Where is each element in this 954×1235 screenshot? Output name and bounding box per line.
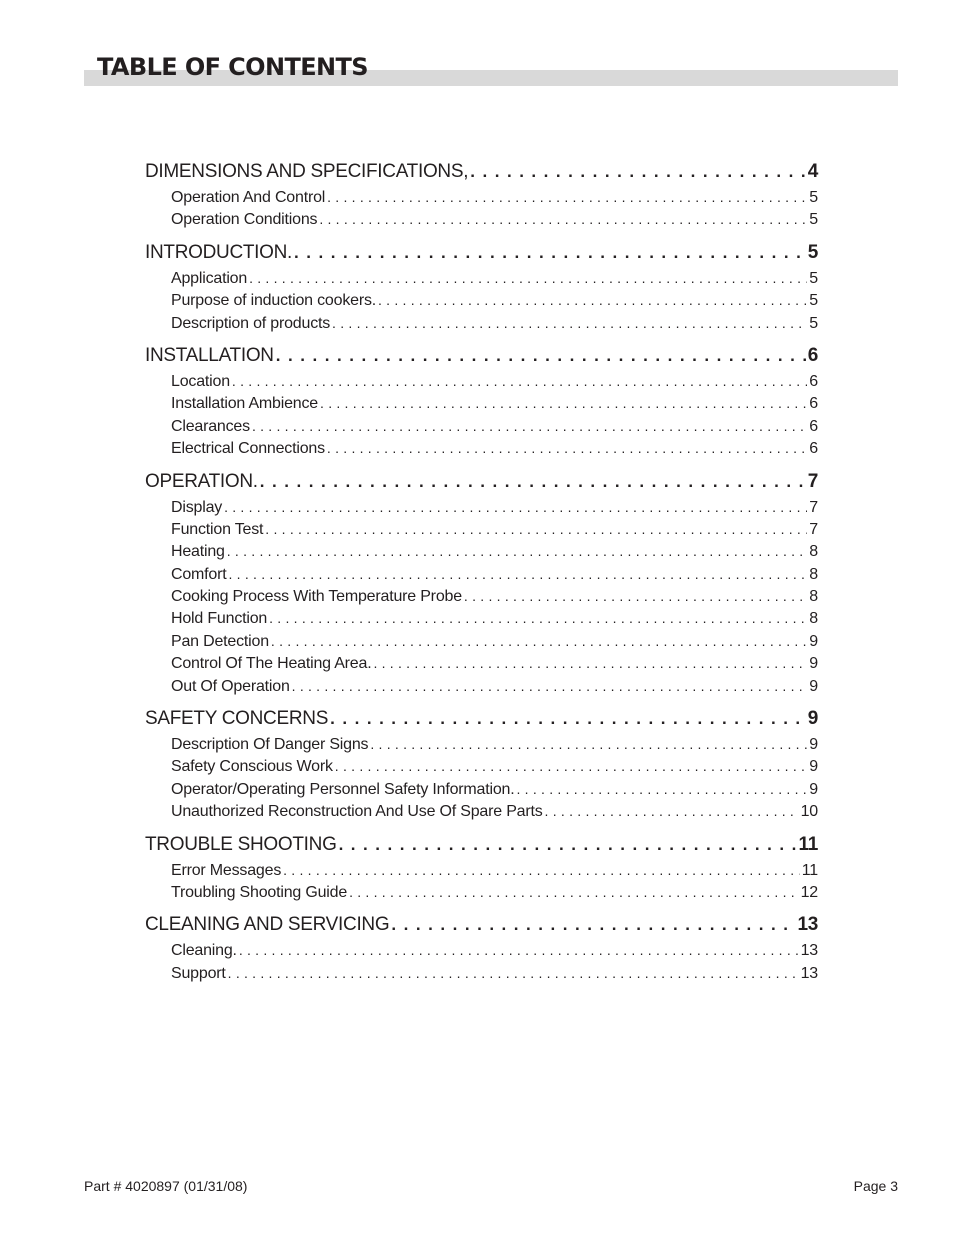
toc-section (145, 158, 818, 231)
toc-leader-dots (271, 630, 807, 652)
toc-leader-dots (516, 778, 807, 800)
toc-entry-label: Support (171, 964, 226, 982)
toc-leader-dots (545, 800, 799, 822)
toc-leader-dots (330, 705, 806, 733)
toc-leader-dots (249, 267, 807, 289)
toc-heading-label: INSTALLATION (145, 344, 274, 366)
toc-entry-page: 9 (809, 655, 818, 673)
toc-entry[interactable] (145, 755, 818, 777)
toc-entry-label: Cooking Process With Temperature Probe (171, 588, 462, 606)
toc-entry-page: 5 (809, 189, 818, 206)
toc-entry-label: Installation Ambience (171, 395, 319, 413)
toc-entry[interactable] (145, 563, 818, 585)
page-title: TABLE OF CONTENTS (97, 53, 368, 81)
toc-leader-dots (239, 939, 799, 961)
toc-leader-dots (332, 312, 807, 334)
toc-leader-dots (232, 370, 807, 392)
toc-entry-label: Description Of Danger Signs (171, 736, 369, 754)
toc-leader-dots (464, 585, 807, 607)
toc-entry-page: 11 (801, 861, 818, 879)
toc-leader-dots (265, 518, 807, 540)
toc-entry[interactable] (145, 186, 818, 208)
toc-heading-page: 5 (807, 241, 818, 263)
toc-entry[interactable] (145, 630, 818, 652)
toc-entry[interactable] (145, 267, 818, 289)
toc-leader-dots (339, 831, 797, 859)
toc-entry-page: 5 (809, 211, 818, 229)
page-number: Page 3 (853, 1178, 898, 1194)
toc-entry-page: 9 (809, 677, 818, 695)
toc-entry[interactable] (145, 415, 818, 437)
toc-leader-dots (470, 158, 806, 186)
toc-entry[interactable] (145, 939, 818, 961)
toc-entry-page: 6 (809, 395, 818, 413)
toc-section (145, 239, 818, 334)
toc-heading-page: 6 (807, 344, 818, 366)
toc-entry-label: Description of products (171, 314, 331, 332)
toc-entry-label: Operator/Operating Personnel Safety Information. (171, 780, 515, 798)
toc-section-heading[interactable] (145, 705, 818, 733)
toc-entry-label: Display (171, 498, 223, 516)
toc-entry[interactable] (145, 585, 818, 607)
toc-leader-dots (224, 496, 807, 518)
toc-entry-page: 13 (800, 964, 818, 982)
toc-heading-label: INTRODUCTION. (145, 241, 293, 263)
toc-entry-page: 9 (809, 758, 818, 776)
toc-entry-label: Unauthorized Reconstruction And Use Of Spare Parts (171, 803, 543, 821)
toc-leader-dots (373, 652, 807, 674)
toc-entry-page: 8 (809, 610, 818, 628)
toc-section (145, 342, 818, 460)
toc-entry-page: 6 (809, 417, 818, 435)
toc-section-heading[interactable] (145, 158, 818, 186)
toc-leader-dots (292, 675, 808, 697)
toc-entry[interactable] (145, 289, 818, 311)
toc-entry-label: Purpose of induction cookers. (171, 292, 376, 310)
toc-leader-dots (294, 239, 806, 267)
toc-entry-page: 8 (809, 565, 818, 583)
toc-entry-label: Heating (171, 543, 225, 561)
toc-entry-page: 8 (809, 588, 818, 606)
toc-entry[interactable] (145, 962, 818, 984)
toc-entry[interactable] (145, 652, 818, 674)
toc-entry-label: Safety Conscious Work (171, 758, 333, 776)
toc-entry-label: Pan Detection (171, 632, 269, 650)
toc-leader-dots (283, 859, 800, 881)
toc-entry[interactable] (145, 518, 818, 540)
toc-entry-label: Cleaning. (171, 942, 237, 960)
toc-entry-page: 9 (809, 736, 818, 754)
toc-leader-dots (370, 733, 807, 755)
toc-entry-page: 5 (809, 269, 818, 287)
toc-leader-dots (319, 208, 807, 230)
toc-entry[interactable] (145, 800, 818, 822)
toc-entry-label: Operation Conditions (171, 211, 318, 229)
toc-leader-dots (391, 911, 795, 939)
toc-section (145, 468, 818, 698)
toc-section-heading[interactable] (145, 342, 818, 370)
toc-entry-label: Operation And Control (171, 189, 326, 206)
toc-entry[interactable] (145, 437, 818, 459)
toc-entry-page: 7 (809, 520, 818, 538)
toc-section (145, 705, 818, 823)
table-of-contents (145, 158, 818, 992)
toc-heading-page: 11 (798, 833, 818, 855)
toc-entry-label: Comfort (171, 565, 227, 583)
toc-entry[interactable] (145, 540, 818, 562)
toc-leader-dots (327, 186, 807, 208)
toc-entry-label: Function Test (171, 520, 264, 538)
toc-entry-label: Out Of Operation (171, 677, 290, 695)
toc-entry[interactable] (145, 392, 818, 414)
toc-entry[interactable] (145, 733, 818, 755)
toc-heading-page: 9 (807, 708, 818, 730)
toc-section (145, 911, 818, 984)
toc-heading-page: 7 (807, 470, 818, 492)
toc-leader-dots (276, 342, 806, 370)
toc-section-heading[interactable] (145, 911, 818, 939)
toc-heading-label: OPERATION. (145, 470, 258, 492)
toc-entry-label: Clearances (171, 417, 250, 435)
toc-entry[interactable] (145, 881, 818, 903)
toc-entry-label: Control Of The Heating Area. (171, 655, 372, 673)
toc-entry[interactable] (145, 859, 818, 881)
toc-entry-page: 12 (800, 883, 818, 901)
toc-entry-label: Application (171, 269, 248, 287)
toc-section-heading[interactable] (145, 468, 818, 496)
toc-entry-label: Troubling Shooting Guide (171, 883, 348, 901)
toc-heading-label: CLEANING AND SERVICING (145, 914, 390, 936)
toc-leader-dots (228, 962, 799, 984)
toc-heading-page: 4 (807, 161, 818, 182)
toc-section-heading[interactable] (145, 831, 818, 859)
toc-entry-label: Hold Function (171, 610, 268, 628)
toc-leader-dots (349, 881, 799, 903)
toc-entry[interactable] (145, 208, 818, 230)
toc-leader-dots (227, 540, 808, 562)
toc-entry-page: 6 (809, 440, 818, 458)
toc-leader-dots (378, 289, 807, 311)
toc-entry[interactable] (145, 675, 818, 697)
toc-entry[interactable] (145, 370, 818, 392)
toc-entry-page: 9 (809, 632, 818, 650)
toc-entry-page: 9 (809, 780, 818, 798)
toc-entry-page: 5 (809, 292, 818, 310)
toc-entry-label: Error Messages (171, 861, 282, 879)
toc-leader-dots (252, 415, 807, 437)
toc-section (145, 831, 818, 904)
toc-entry-page: 13 (800, 942, 818, 960)
toc-entry-page: 6 (809, 372, 818, 390)
toc-entry-page: 10 (800, 803, 818, 821)
toc-leader-dots (269, 607, 807, 629)
toc-heading-label: DIMENSIONS AND SPECIFICATIONS, (145, 161, 469, 182)
toc-entry-label: Location (171, 372, 230, 390)
toc-entry[interactable] (145, 778, 818, 800)
toc-leader-dots (327, 437, 807, 459)
toc-entry-page: 8 (809, 543, 818, 561)
toc-heading-page: 13 (797, 914, 818, 936)
toc-entry[interactable] (145, 607, 818, 629)
toc-entry-page: 5 (809, 314, 818, 332)
toc-leader-dots (260, 468, 806, 496)
toc-section-heading[interactable] (145, 239, 818, 267)
toc-leader-dots (229, 563, 808, 585)
toc-heading-label: TROUBLE SHOOTING (145, 833, 337, 855)
toc-entry[interactable] (145, 496, 818, 518)
part-number: Part # 4020897 (01/31/08) (84, 1178, 248, 1194)
toc-leader-dots (335, 755, 808, 777)
toc-entry[interactable] (145, 312, 818, 334)
toc-entry-label: Electrical Connections (171, 440, 325, 458)
toc-leader-dots (320, 392, 807, 414)
toc-entry-page: 7 (809, 498, 818, 516)
toc-heading-label: SAFETY CONCERNS (145, 708, 329, 730)
